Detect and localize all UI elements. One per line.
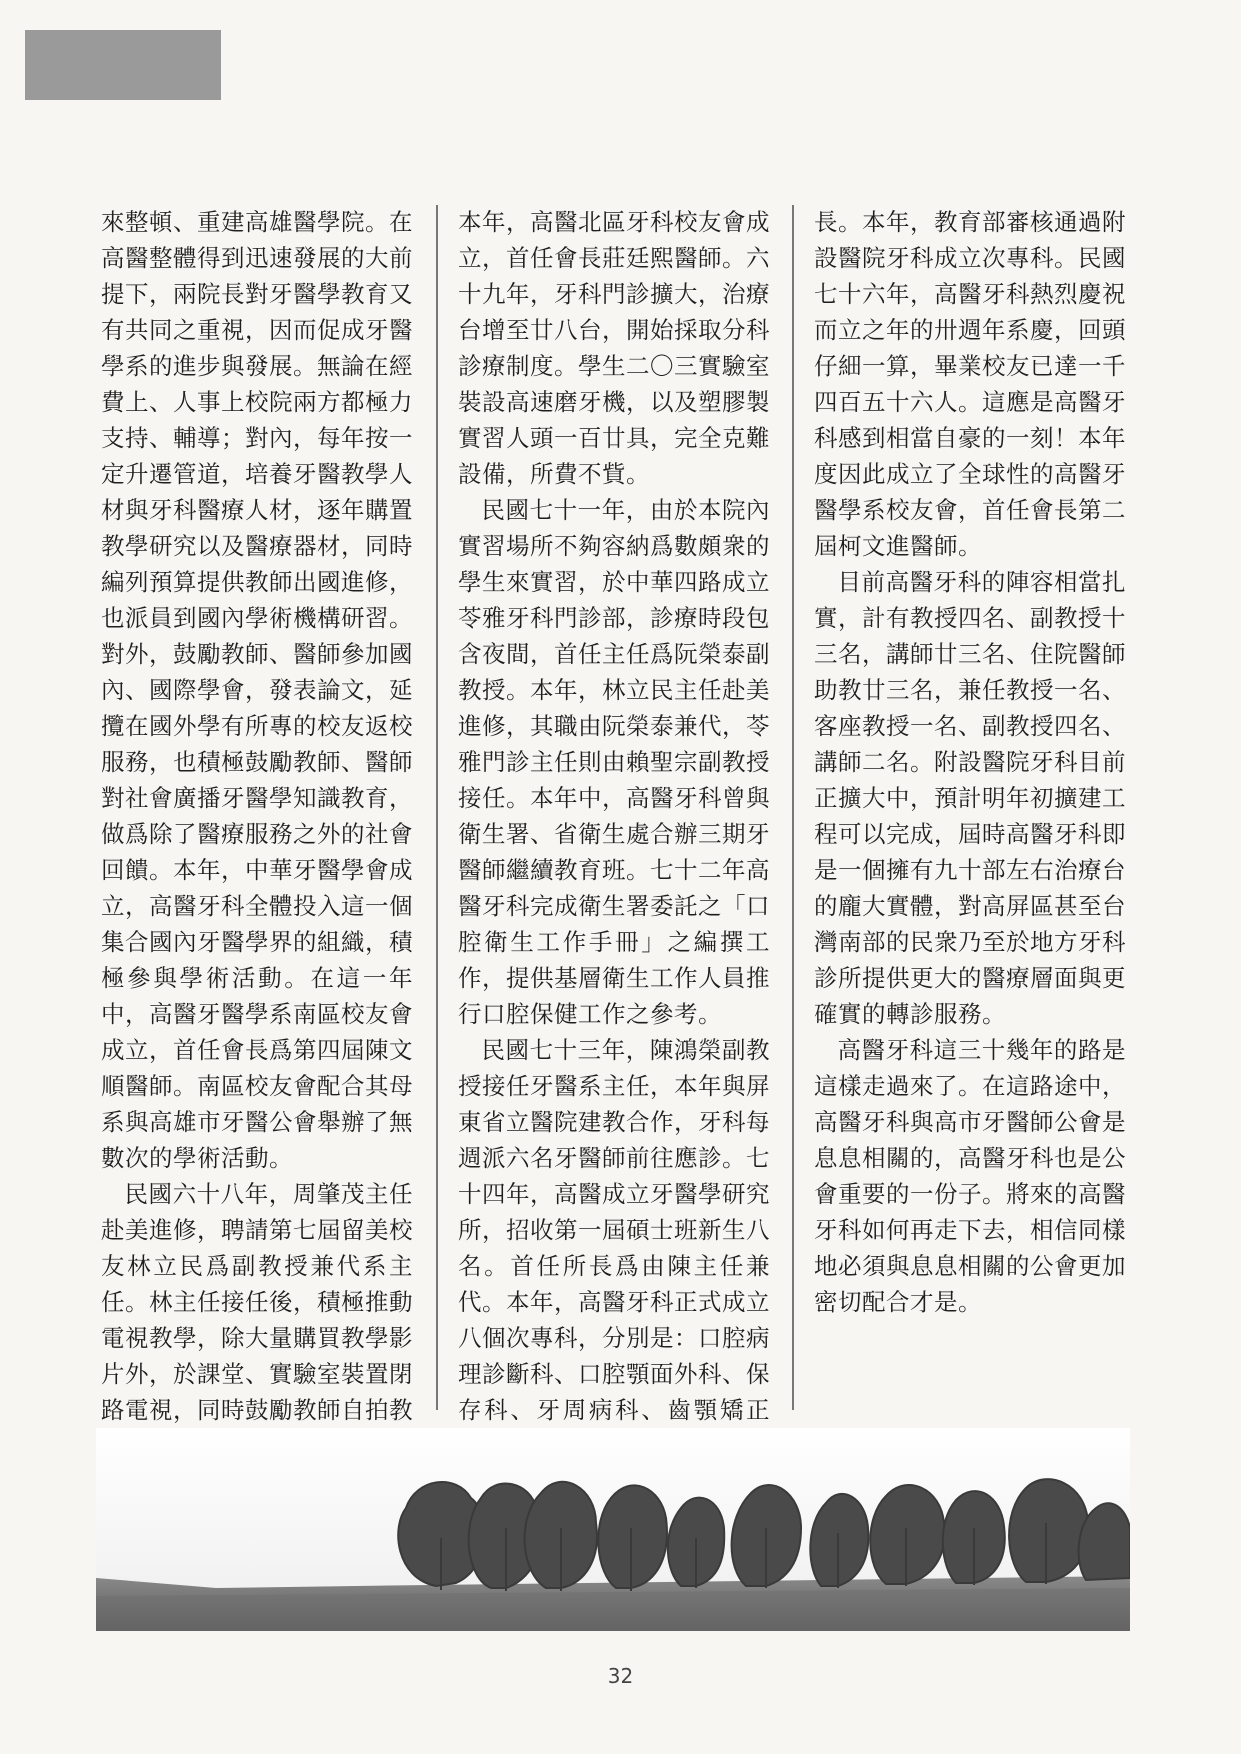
text-column-2 xyxy=(458,204,770,1572)
paragraph: 本年，高醫北區牙科校友會成立，首任會長莊廷熙醫師。六十九年，牙科門診擴大，治療台增至廿八台，開始採取分科診療制度。學生二〇三實驗室裝設高速磨牙機，以及塑膠製實習人頭一百廿具，完全克難設備，所費不貲。 xyxy=(458,208,770,488)
column-divider xyxy=(436,205,438,1410)
paragraph: 高醫牙科這三十幾年的路是這樣走過來了。在這路途中，高醫牙科與高市牙醫師公會是息息相關的，高醫牙科也是公會重要的一份子。將來的高醫牙科如何再走下去，相信同樣地必須與息息相關的公會更加密切配合才是。 xyxy=(814,1036,1126,1316)
tree-line-photo xyxy=(96,1428,1130,1631)
paragraph: 來整頓、重建高雄醫學院。在高醫整體得到迅速發展的大前提下，兩院長對牙醫學教育又有共同之重視，因而促成牙醫學系的進步與發展。無論在經費上、人事上校院兩方都極力支持、輔導；對內，每年按一定升遷管道，培養牙醫教學人材與牙科醫療人材，逐年購置教學研究以及醫療器材，同時編列預算提供教師出國進修，也派員到國內學術機構研習。對外，鼓勵教師、醫師參加國內、國際學會，發表論文，延攬在國外學有所專的校友返校服務，也積極鼓勵教師、醫師對社會廣播牙醫學知識教育，做爲除了醫療服務之外的社會回饋。本年，中華牙醫學會成立，高醫牙科全體投入這一個集合國內牙醫學界的組織，積極參與學術活動。在這一年中，高醫牙醫學系南區校友會成立，首任會長爲第四屆陳文順醫師。南區校友會配合其母系與高雄市牙醫公會舉辦了無數次的學術活動。 xyxy=(101,208,413,1172)
paragraph: 長。本年，教育部審核通過附設醫院牙科成立次專科。民國七十六年，高醫牙科熱烈慶祝而立之年的卅週年系慶，回頭仔細一算，畢業校友已達一千四百五十六人。這應是高醫牙科感到相當自豪的一刻！本年度因此成立了全球性的高醫牙醫學系校友會，首任會長第二屆柯文進醫師。 xyxy=(814,208,1126,560)
text-column-1 xyxy=(101,204,413,1608)
column-divider xyxy=(792,205,794,1410)
paragraph: 民國六十八年，周肇茂主任赴美進修，聘請第七屆留美校友林立民爲副教授兼代系主任。林主任接任後，積極推動電視教學，除大量購買教學影片外，於課堂、實驗室裝置閉路電視，同時鼓勵教師自拍教 xyxy=(101,1180,413,1424)
tree-line-illustration xyxy=(96,1428,1130,1631)
paragraph: 民國七十一年，由於本院內實習場所不夠容納爲數頗衆的學生來實習，於中華四路成立苓雅牙科門診部，診療時段包含夜間，首任主任爲阮榮泰副教授。本年，林立民主任赴美進修，其職由阮榮泰兼代，苓雅門診主任則由賴聖宗副教授接任。本年中，高醫牙科曾與衛生署、省衛生處合辦三期牙醫師繼續教育班。七十二年高醫牙科完成衛生署委託之「口腔衛生工作手冊」之編撰工作，提供基層衛生工作人員推行口腔保健工作之參考。 xyxy=(458,496,770,1028)
text-column-3 xyxy=(814,204,1126,1320)
paragraph: 目前高醫牙科的陣容相當扎實，計有教授四名、副教授十三名，講師廿三名、住院醫師助教廿三名，兼任教授一名、客座教授一名、副教授四名、講師二名。附設醫院牙科目前正擴大中，預計明年初擴建工程可以完成，屆時高醫牙科即是一個擁有九十部左右治療台的龐大實體，對高屏區甚至台灣南部的民衆乃至於地方牙科診所提供更大的醫療層面與更確實的轉診服務。 xyxy=(814,568,1126,1028)
page-number: 32 xyxy=(607,1664,634,1688)
corner-gray-block xyxy=(25,30,221,100)
paragraph: 民國七十三年，陳鴻榮副教授接任牙醫系主任，本年與屏東省立醫院建教合作，牙科每週派六名牙醫師前往應診。七十四年，高醫成立牙醫學研究所，招收第一屆碩士班新生八名。首任所長爲由陳主任兼代。本年，高醫牙科正式成立八個次專科，分別是：口腔病理診斷科、口腔顎面外科、保存科、牙周病科、齒顎矯正 xyxy=(458,1036,770,1424)
